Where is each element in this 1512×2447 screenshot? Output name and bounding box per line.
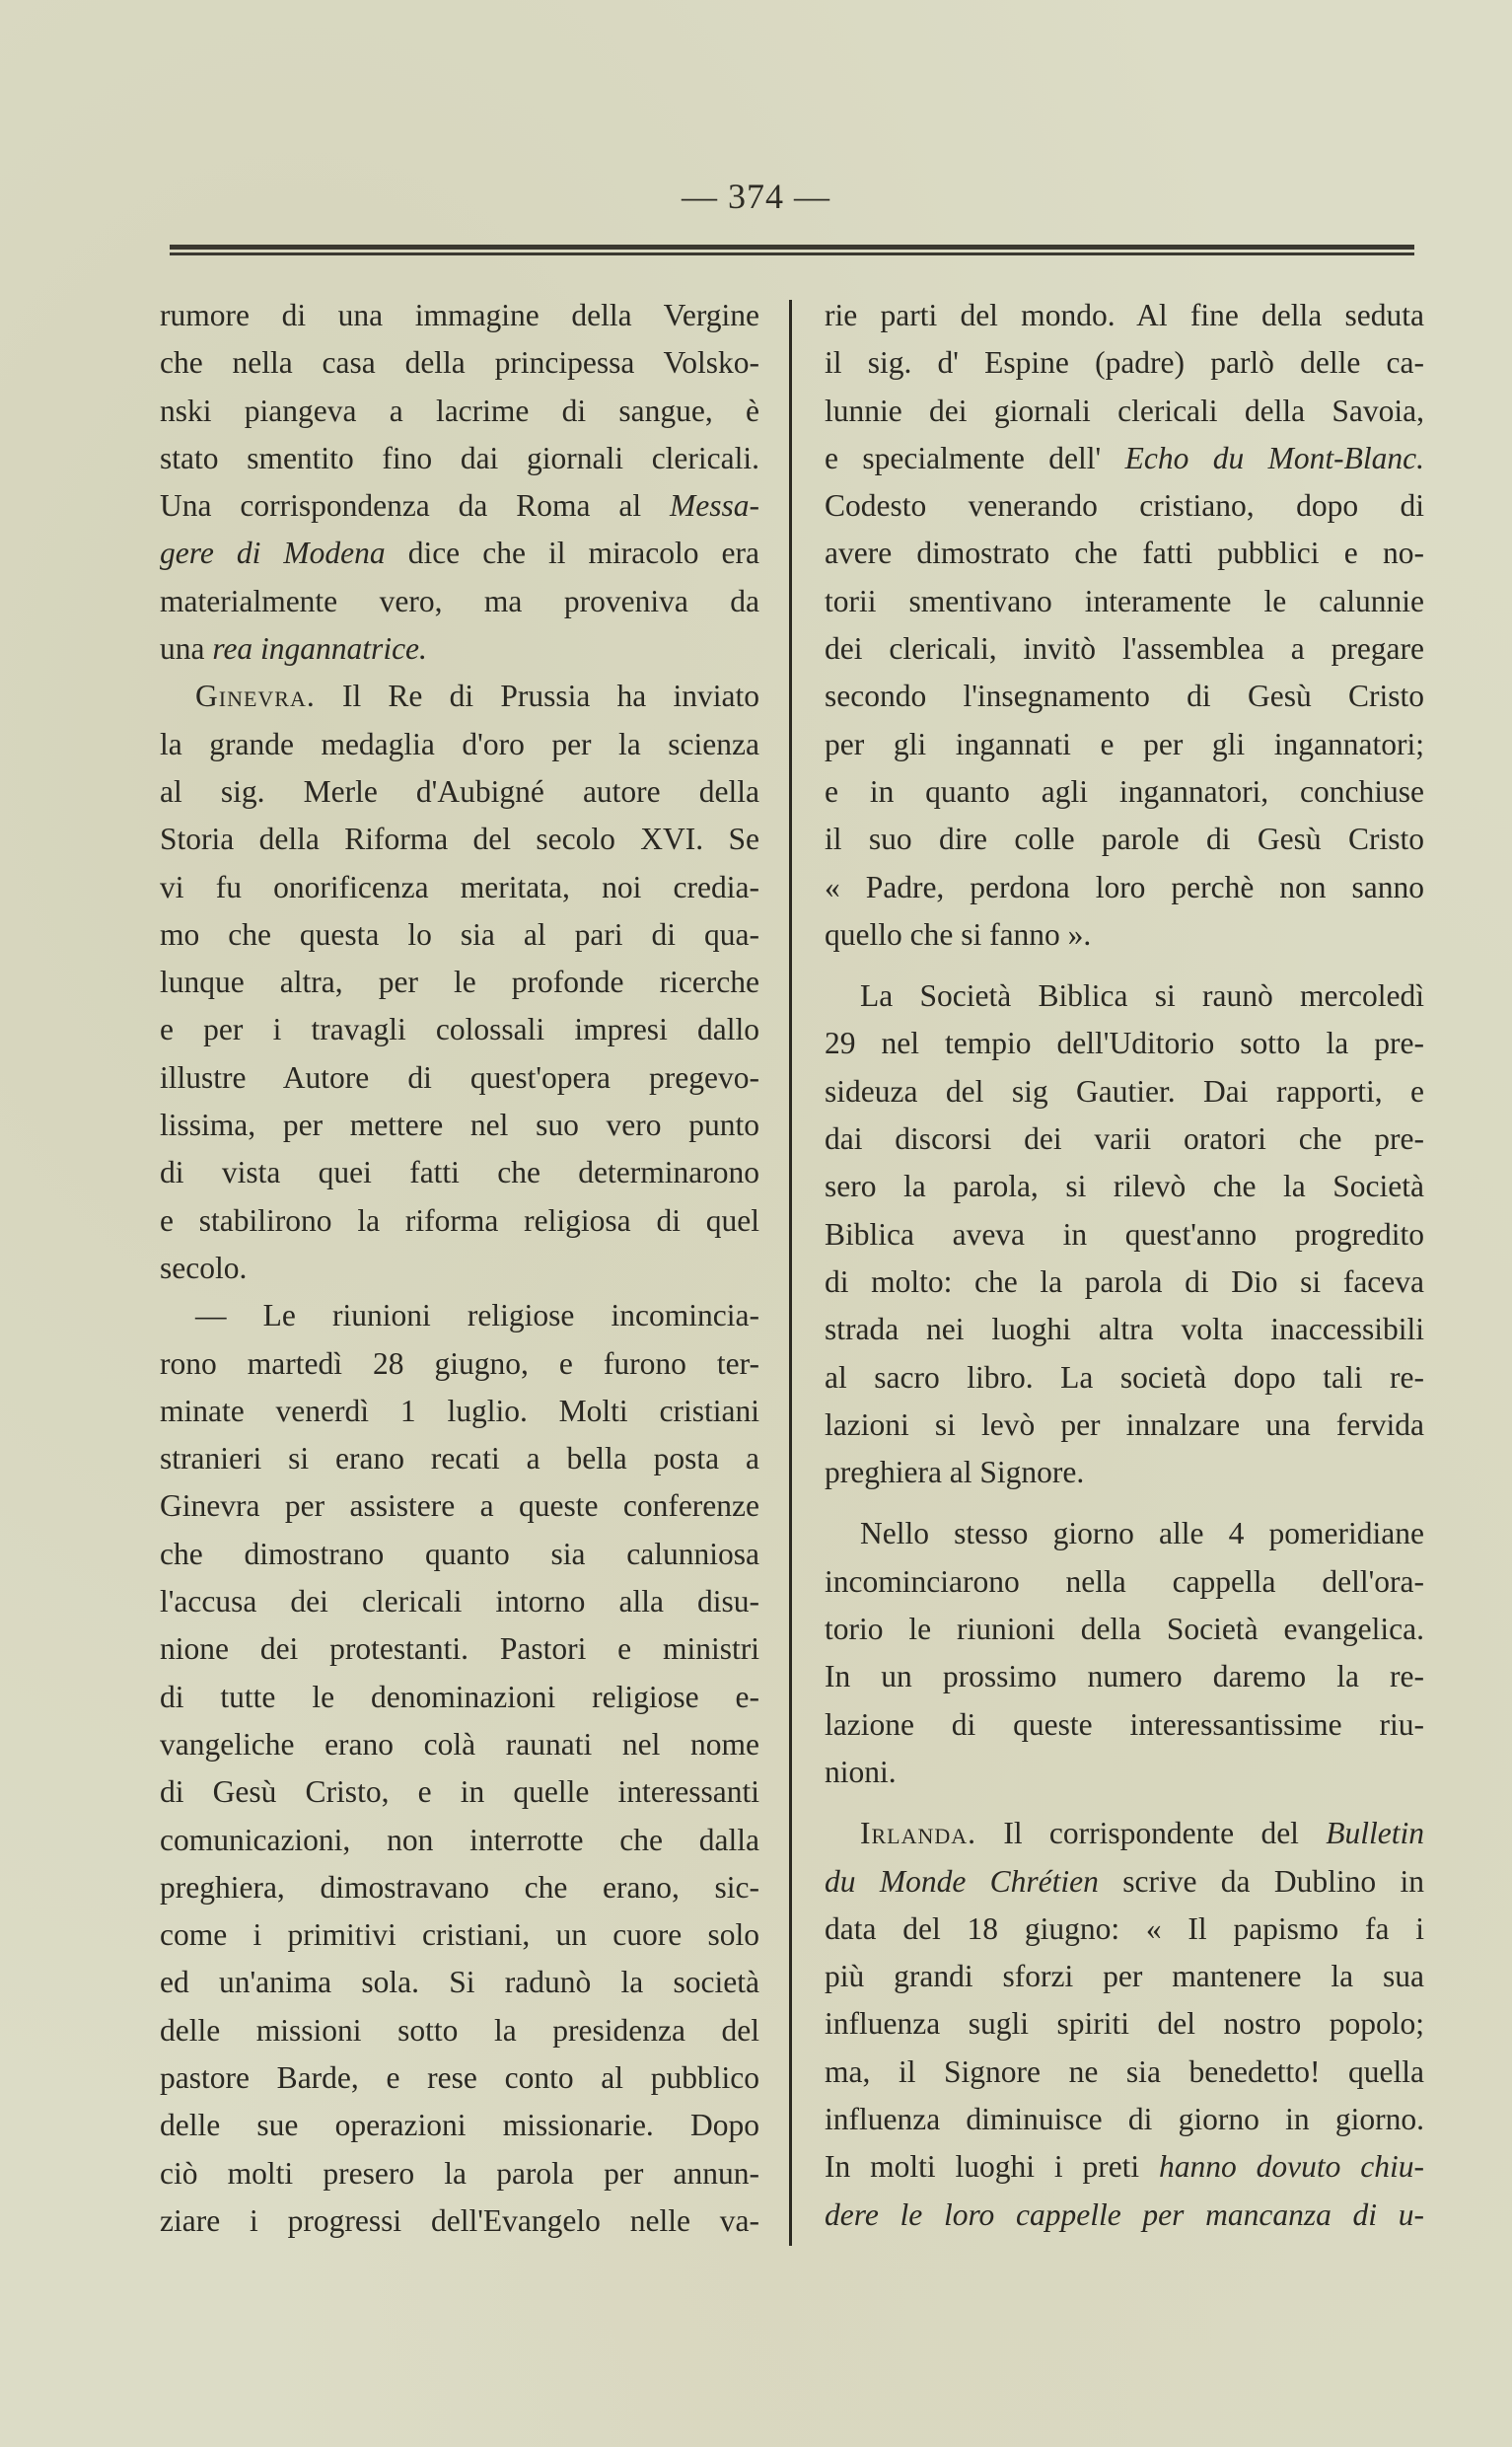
text-line	[160, 1006, 759, 1053]
text-line	[160, 1245, 759, 1292]
text-line	[160, 482, 759, 530]
text-segment: delle sue operazioni missionarie. Dopo	[160, 2108, 759, 2143]
text-segment: sideuza del sig Gautier. Dai rapporti, e	[825, 1073, 1424, 1109]
text-line	[160, 1197, 759, 1245]
text-segment: che nella casa della principessa Volsko-	[160, 345, 759, 381]
text-line	[825, 1510, 1424, 1557]
text-line	[160, 864, 759, 911]
text-segment: per gli ingannati e per gli ingannatori;	[825, 726, 1424, 761]
text-segment: « Padre, perdona loro perchè non sanno	[825, 869, 1424, 904]
text-line	[825, 2096, 1424, 2143]
italic-title: Bulletin	[1326, 1816, 1424, 1851]
text-segment: strada nei luoghi altra volta inaccessibili	[825, 1312, 1424, 1347]
text-segment: In un prossimo numero daremo la re-	[825, 1659, 1424, 1694]
text-line	[825, 721, 1424, 768]
italic-title: Echo du Mont-Blanc.	[1124, 440, 1424, 475]
text-line	[825, 911, 1424, 959]
text-line	[160, 721, 759, 768]
text-segment: data del 18 giugno: « Il papismo fa i	[825, 1910, 1424, 1946]
text-line	[825, 1858, 1424, 1906]
text-line	[160, 530, 759, 577]
header-rule	[170, 245, 1414, 256]
text-segment: al sig. Merle d'Aubigné autore della	[160, 773, 759, 809]
text-segment: il suo dire colle parole di Gesù Cristo	[825, 822, 1424, 857]
text-segment: mo che questa lo sia al pari di qua-	[160, 916, 759, 952]
text-segment: più grandi sforzi per mantenere la sua	[825, 1959, 1424, 1994]
text-segment: comunicazioni, non interrotte che dalla	[160, 1822, 759, 1857]
text-line	[825, 482, 1424, 530]
text-line	[825, 1402, 1424, 1449]
text-segment: di Gesù Cristo, e in quelle interessanti	[160, 1774, 759, 1810]
text-segment: dei clericali, invitò l'assemblea a pregare	[825, 631, 1424, 667]
text-line	[160, 1578, 759, 1625]
text-segment: e specialmente dell'	[825, 440, 1125, 475]
text-line	[160, 1531, 759, 1578]
text-segment: Storia della Riforma del secolo XVI. Se	[160, 822, 759, 857]
header-rule-thin	[170, 252, 1414, 255]
text-segment: 29 nel tempio dell'Uditorio sotto la pre-	[825, 1026, 1424, 1061]
text-segment: Codesto venerando cristiano, dopo di	[825, 488, 1424, 524]
text-line	[825, 1449, 1424, 1496]
text-segment: il sig. d' Espine (padre) parlò delle ca-	[825, 345, 1424, 381]
text-segment: — Le riunioni religiose incomincia-	[195, 1298, 759, 1333]
text-line	[160, 1768, 759, 1816]
section-heading: Irlanda.	[860, 1816, 977, 1851]
text-segment: nione dei protestanti. Pastori e ministri	[160, 1631, 759, 1667]
text-line	[825, 1068, 1424, 1116]
italic-title: rea ingannatrice.	[212, 631, 427, 667]
text-segment: sero la parola, si rilevò che la Società	[825, 1169, 1424, 1204]
text-segment: preghiera, dimostravano che erano, sic-	[160, 1869, 759, 1905]
text-line	[160, 673, 759, 720]
text-segment: rie parti del mondo. Al fine della seduta	[825, 298, 1424, 332]
text-segment: vangeliche erano colà raunati nel nome	[160, 1726, 759, 1762]
text-line	[160, 2007, 759, 2054]
text-segment: secondo l'insegnamento di Gesù Cristo	[825, 679, 1424, 714]
text-segment: stato smentito fino dai giornali clericali.	[160, 440, 759, 475]
text-segment: Il corrispondente del	[976, 1816, 1327, 1851]
text-line	[160, 1817, 759, 1864]
text-segment: rumore di una immagine della Vergine	[160, 298, 759, 332]
text-line	[825, 1749, 1424, 1796]
column-divider	[789, 300, 792, 2246]
text-line	[825, 388, 1424, 435]
text-line	[825, 578, 1424, 625]
text-segment: Nello stesso giorno alle 4 pomeridiane	[860, 1516, 1424, 1551]
text-line	[825, 1259, 1424, 1306]
text-line	[825, 1211, 1424, 1259]
text-segment: l'accusa dei clericali intorno alla disu-	[160, 1584, 759, 1619]
text-line	[160, 339, 759, 387]
text-segment: stranieri si erano recati a bella posta a	[160, 1441, 759, 1476]
text-line	[825, 625, 1424, 673]
text-line	[160, 911, 759, 959]
text-segment: ed un'anima sola. Si radunò la società	[160, 1965, 759, 2000]
text-line	[160, 1292, 759, 1339]
text-line	[160, 388, 759, 435]
text-segment: lazioni si levò per innalzare una fervida	[825, 1406, 1424, 1442]
text-line	[160, 1054, 759, 1102]
text-line	[825, 1163, 1424, 1210]
text-line	[825, 2049, 1424, 2096]
text-line	[825, 673, 1424, 720]
text-line	[825, 1953, 1424, 2000]
text-line	[160, 1864, 759, 1911]
text-line	[160, 959, 759, 1006]
text-segment: materialmente vero, ma proveniva da	[160, 583, 759, 618]
text-segment: influenza sugli spiriti del nostro popolo;	[825, 2006, 1424, 2042]
text-line	[825, 530, 1424, 577]
text-segment: scrive da Dublino in	[1098, 1863, 1424, 1899]
text-line	[160, 816, 759, 863]
text-line	[825, 1306, 1424, 1353]
text-segment: una	[160, 631, 213, 667]
text-line	[825, 972, 1424, 1020]
text-segment: come i primitivi cristiani, un cuore solo	[160, 1917, 759, 1953]
text-segment: al sacro libro. La società dopo tali re-	[825, 1359, 1424, 1395]
text-line	[160, 1340, 759, 1388]
text-segment: quello che si fanno ».	[825, 916, 1092, 952]
text-segment: di molto: che la parola di Dio si faceva	[825, 1263, 1424, 1299]
text-segment: delle missioni sotto la presidenza del	[160, 2012, 759, 2048]
text-segment: e per i travagli colossali impresi dallo	[160, 1012, 759, 1047]
text-line	[825, 1701, 1424, 1749]
text-segment: dice che il miracolo era	[385, 536, 759, 571]
text-line	[160, 1911, 759, 1959]
section-heading: Ginevra.	[195, 679, 316, 714]
text-segment: e in quanto agli ingannatori, conchiuse	[825, 773, 1424, 809]
text-segment: minate venerdì 1 luglio. Molti cristiani	[160, 1393, 759, 1428]
text-segment: Ginevra per assistere a queste conferenze	[160, 1488, 759, 1524]
text-line	[825, 864, 1424, 911]
text-line	[825, 2000, 1424, 2048]
text-line	[160, 292, 759, 339]
text-segment: che dimostrano quanto sia calunniosa	[160, 1536, 759, 1571]
text-line	[825, 339, 1424, 387]
text-line	[825, 768, 1424, 816]
text-segment: dai discorsi dei varii oratori che pre-	[825, 1121, 1424, 1157]
text-segment: preghiera al Signore.	[825, 1455, 1085, 1490]
page-number: — 374 —	[682, 177, 830, 216]
text-line	[825, 292, 1424, 339]
text-line	[160, 1435, 759, 1482]
text-segment: In molti luoghi i preti	[825, 2149, 1160, 2185]
text-segment: lunnie dei giornali clericali della Savoia,	[825, 393, 1424, 428]
header-rule-thick	[170, 245, 1414, 250]
text-line	[160, 1959, 759, 2006]
text-segment: di tutte le denominazioni religiose e-	[160, 1679, 759, 1714]
text-line	[160, 768, 759, 816]
text-line	[825, 816, 1424, 863]
text-segment: torii smentivano interamente le calunnie	[825, 583, 1424, 618]
text-line	[825, 2192, 1424, 2239]
text-line	[825, 1116, 1424, 1163]
right-column	[825, 292, 1424, 2239]
text-segment: nski piangeva a lacrime di sangue, è	[160, 393, 759, 428]
italic-title: du Monde Chrétien	[825, 1863, 1099, 1899]
text-line	[160, 1674, 759, 1721]
text-line	[825, 1606, 1424, 1653]
text-segment: rono martedì 28 giugno, e furono ter-	[160, 1345, 759, 1381]
text-segment: pastore Barde, e rese conto al pubblico	[160, 2059, 759, 2095]
text-line	[160, 1625, 759, 1673]
text-line	[160, 1482, 759, 1530]
left-column	[160, 292, 759, 2245]
italic-title: gere di Modena	[160, 536, 386, 571]
text-line	[825, 1558, 1424, 1606]
text-segment: lazione di queste interessantissime riu-	[825, 1706, 1424, 1742]
text-segment: e stabilirono la riforma religiosa di quel	[160, 1202, 759, 1238]
text-line	[825, 2143, 1424, 2191]
text-segment: la grande medaglia d'oro per la scienza	[160, 726, 759, 761]
text-segment: lunque altra, per le profonde ricerche	[160, 965, 759, 1000]
text-line	[160, 1149, 759, 1196]
text-line	[825, 1810, 1424, 1857]
text-segment: incominciarono nella cappella dell'ora-	[825, 1563, 1424, 1599]
text-line	[825, 1906, 1424, 1953]
text-segment: illustre Autore di quest'opera pregevo-	[160, 1059, 759, 1095]
italic-title: Messa-	[670, 488, 759, 524]
text-segment: vi fu onorificenza meritata, noi credia-	[160, 869, 759, 904]
text-segment: ma, il Signore ne sia benedetto! quella	[825, 2053, 1424, 2089]
text-segment: lissima, per mettere nel suo vero punto	[160, 1108, 759, 1143]
text-line	[160, 625, 759, 673]
text-line	[160, 2197, 759, 2245]
text-line	[160, 578, 759, 625]
text-segment: ziare i progressi dell'Evangelo nelle va-	[160, 2202, 759, 2238]
text-line	[825, 435, 1424, 482]
text-segment: nioni.	[825, 1754, 897, 1789]
text-segment: ciò molti presero la parola per annun-	[160, 2155, 759, 2191]
text-line	[825, 1020, 1424, 1067]
text-line	[825, 1354, 1424, 1402]
text-segment: Biblica aveva in quest'anno progredito	[825, 1216, 1424, 1252]
text-segment: Una corrispondenza da Roma al	[160, 488, 671, 524]
text-segment: avere dimostrato che fatti pubblici e no-	[825, 536, 1424, 571]
text-line	[160, 2102, 759, 2149]
text-line	[160, 2054, 759, 2102]
text-line	[160, 435, 759, 482]
text-line	[160, 2150, 759, 2197]
text-line	[160, 1721, 759, 1768]
text-segment: di vista quei fatti che determinarono	[160, 1155, 759, 1190]
text-segment: Il Re di Prussia ha inviato	[315, 679, 759, 714]
italic-title: hanno dovuto chiu-	[1159, 2149, 1424, 2185]
text-segment: torio le riunioni della Società evangelica.	[825, 1612, 1424, 1647]
text-line	[160, 1102, 759, 1149]
text-segment: La Società Biblica si raunò mercoledì	[860, 978, 1424, 1014]
italic-title: dere le loro cappelle per mancanza di u-	[825, 2196, 1424, 2232]
text-line	[825, 1653, 1424, 1700]
text-segment: influenza diminuisce di giorno in giorno.	[825, 2101, 1424, 2136]
text-segment: secolo.	[160, 1250, 248, 1285]
text-line	[160, 1388, 759, 1435]
